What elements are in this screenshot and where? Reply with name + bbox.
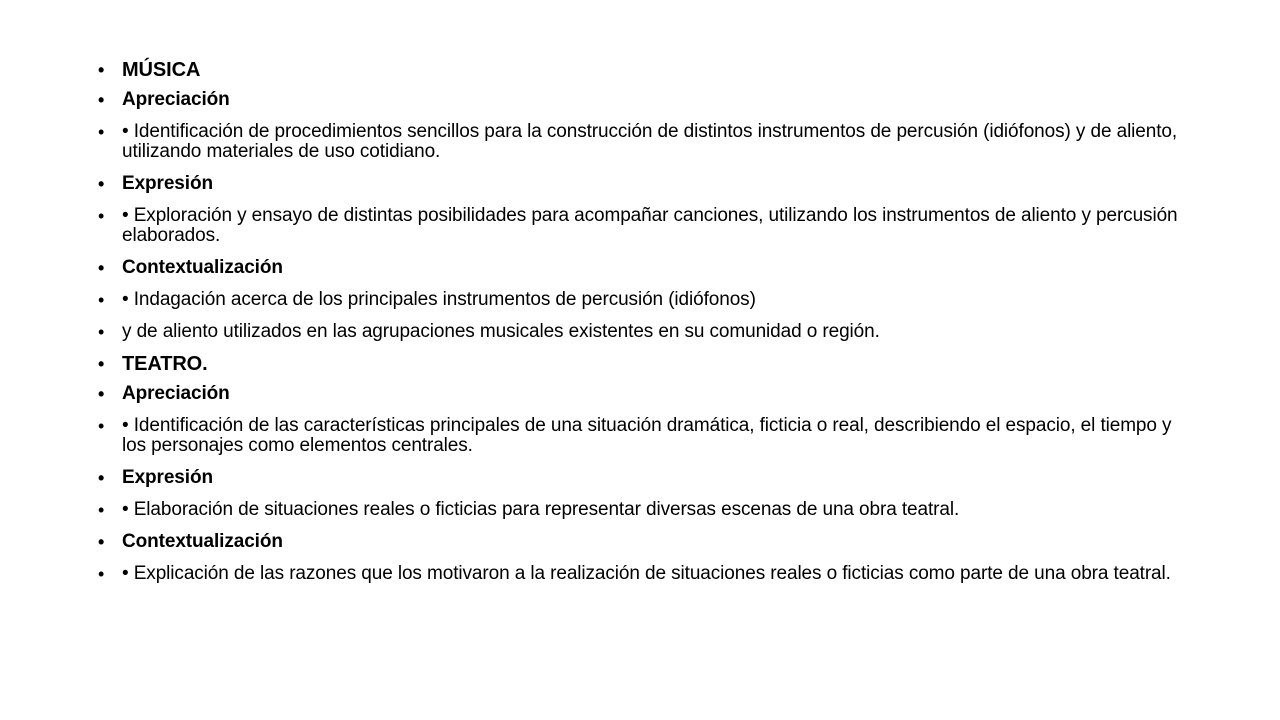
- bullet-icon: •: [98, 290, 105, 310]
- bullet-icon: •: [98, 258, 105, 278]
- list-item: [98, 384, 1198, 404]
- list-item-text: • Identificación de las características principales de una situación dramática, ficticia o real, describiendo el espacio, el tiempo y los personajes como elementos centrales.: [122, 415, 1172, 456]
- list-item: [98, 354, 1198, 374]
- section-heading-musica: MÚSICA: [122, 59, 201, 81]
- list-item: [98, 258, 1198, 278]
- bullet-icon: •: [98, 90, 105, 110]
- subheading-contextualizacion: Contextualización: [122, 257, 283, 278]
- section-heading-teatro: TEATRO.: [122, 353, 208, 375]
- list-item: [98, 532, 1198, 552]
- subheading-apreciacion: Apreciación: [122, 89, 230, 110]
- bullet-icon: •: [98, 122, 105, 142]
- bullet-icon: •: [98, 564, 105, 584]
- bullet-icon: •: [98, 206, 105, 226]
- list-item-text: y de aliento utilizados en las agrupaciones musicales existentes en su comunidad o región.: [122, 321, 880, 342]
- subheading-apreciacion: Apreciación: [122, 383, 230, 404]
- bullet-icon: •: [98, 354, 105, 374]
- list-item: [98, 206, 1198, 246]
- list-item-text: • Indagación acerca de los principales instrumentos de percusión (idiófonos): [122, 289, 756, 310]
- list-item: [98, 322, 1198, 342]
- bullet-icon: •: [98, 174, 105, 194]
- bullet-list: [98, 60, 1198, 596]
- list-item: [98, 500, 1198, 520]
- bullet-icon: •: [98, 500, 105, 520]
- list-item-text: • Explicación de las razones que los motivaron a la realización de situaciones reales o ficticias como parte de una obra teatral.: [122, 563, 1171, 584]
- subheading-contextualizacion: Contextualización: [122, 531, 283, 552]
- list-item: [98, 122, 1198, 162]
- bullet-icon: •: [98, 532, 105, 552]
- list-item: [98, 174, 1198, 194]
- list-item-text: • Elaboración de situaciones reales o ficticias para representar diversas escenas de una obra teatral.: [122, 499, 960, 520]
- bullet-icon: •: [98, 384, 105, 404]
- subheading-expresion: Expresión: [122, 173, 213, 194]
- subheading-expresion: Expresión: [122, 467, 213, 488]
- list-item: [98, 60, 1198, 80]
- bullet-icon: •: [98, 322, 105, 342]
- list-item-text: • Identificación de procedimientos sencillos para la construcción de distintos instrumentos de percusión (idiófonos) y de aliento, utilizando materiales de uso cotidiano.: [122, 121, 1178, 162]
- list-item: [98, 564, 1198, 584]
- list-item: [98, 416, 1198, 456]
- list-item: [98, 90, 1198, 110]
- bullet-icon: •: [98, 468, 105, 488]
- list-item: [98, 468, 1198, 488]
- bullet-icon: •: [98, 60, 105, 80]
- list-item: [98, 290, 1198, 310]
- list-item-text: • Exploración y ensayo de distintas posibilidades para acompañar canciones, utilizando los instrumentos de aliento y percusión elaborados.: [122, 205, 1178, 246]
- bullet-icon: •: [98, 416, 105, 436]
